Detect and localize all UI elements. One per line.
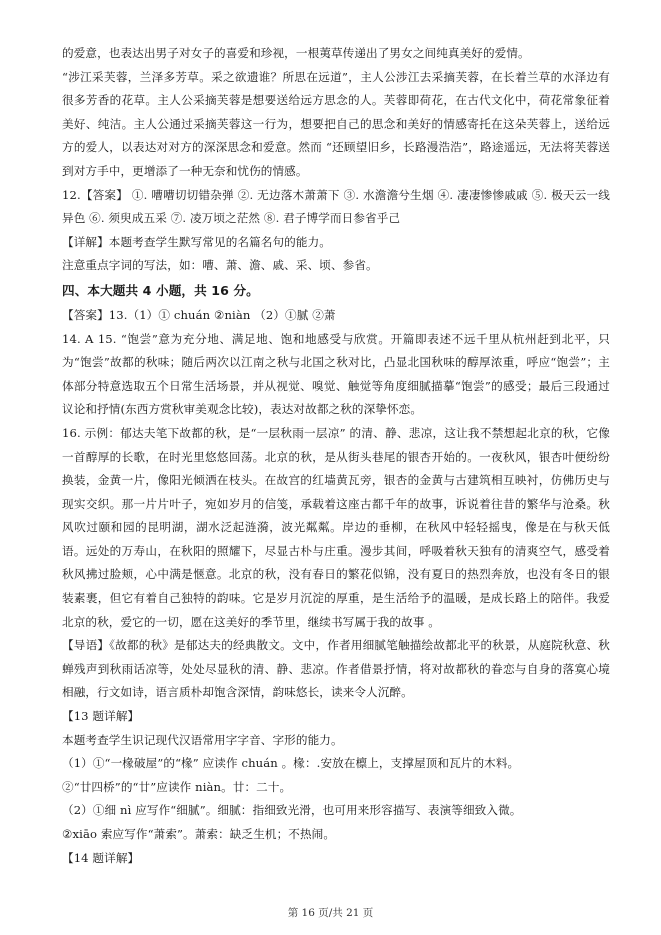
paragraph: 的爱意，也表达出男子对女子的喜爱和珍视，一根荑草传递出了男女之间纯真美好的爱情。 <box>62 46 530 60</box>
answer-paragraph: 【答案】13.（1）① chuán ②niàn （2）①腻 ②萧 <box>62 307 336 322</box>
document-body <box>62 42 610 870</box>
paragraph: 14. A 15. “饱尝”意为充分地、满足地、饱和地感受与欣赏。开篇即表述不远千里从杭州赶到北平，只为“饱尝”故都的秋味；随后两次以江南之秋与北国之秋对比，凸显北国秋味的醇厚浓重，呼应“饱尝”；主体部分特意选取五个日常生活场景，并从视觉、嗅觉、触觉等角度细腻描摹“饱尝”的感受；最后三段通过议论和抒情(东西方赏秋审美观念比较)，表达对故都之秋的深挚怀恋。 <box>62 331 610 417</box>
answer-paragraph: 12.【答案】 ①. 嘈嘈切切错杂弹 ②. 无边落木萧萧下 ③. 水澹澹兮生烟 ④. 凄凄惨惨戚戚 ⑤. 极天云一线异色 ⑥. 须臾成五采 ⑦. 凌万顷之茫然 ⑧. 君子博学而日参省乎己 <box>62 187 610 226</box>
paragraph: 注意重点字词的写法，如：嘈、萧、澹、戚、采、顷、参省。 <box>62 258 378 273</box>
paragraph: 【详解】本题考查学生默写常见的名篇名句的能力。 <box>62 234 331 249</box>
paragraph: （2）①细 nì 应写作“细腻”。细腻：指细致光滑，也可用来形容描写、表演等细致入微。 <box>62 803 522 818</box>
paragraph: 【14 题详解】 <box>62 850 140 865</box>
paragraph: “涉江采芙蓉，兰泽多芳草。采之欲遗谁？所思在远道”，主人公涉江去采摘芙蓉，在长着兰草的水泽边有很多芳香的花草。主人公采摘芙蓉是想要送给远方思念的人。芙蓉即荷花，在古代文化中，荷花常象征着美好、纯洁。主人公通过采摘芙蓉这一行为，想要把自己的思念和美好的情感寄托在这朵芙蓉上，送给远方的爱人，以表达对对方的深深思念和爱意。然而 “还顾望旧乡，长路漫浩浩”，路途遥远，无法将芙蓉送到对方手中，更增添了一种无奈和忧伤的情感。 <box>62 69 610 178</box>
page-number: 第 16 页/共 21 页 <box>287 907 374 919</box>
paragraph: 【导语】《故都的秋》是郁达夫的经典散文。文中，作者用细腻笔触描绘故都北平的秋景，从庭院秋意、秋蝉残声到秋雨话凉等，处处尽显秋的清、静、悲凉。作者借景抒情，将对故都秋的眷恋与自身的落寞心境相融，行文如诗，语言质朴却饱含深情，韵味悠长，读来令人沉醉。 <box>62 638 610 700</box>
paragraph: 本题考查学生识记现代汉语常用字字音、字形的能力。 <box>62 732 343 747</box>
paragraph: （1）①“一椽破屋”的“椽” 应读作 chuán 。椽：.安放在檩上，支撑屋顶和瓦片的木料。 <box>62 756 520 771</box>
paragraph: 16. 示例：郁达夫笔下故都的秋，是“一层秋雨一层凉” 的清、静、悲凉，这让我不禁想起北京的秋，它像一首醇厚的长歌，在时光里悠悠回荡。北京的秋，是从街头巷尾的银杏开始的。一夜秋风，银杏叶便纷纷换装，金黄一片，像阳光倾洒在枝头。在故宫的红墙黄瓦旁，银杏的金黄与古建筑相互映衬，仿佛历史与现实交织。那一片片叶子，宛如岁月的信笺，承载着这座古都千年的故事，诉说着往昔的繁华与沧桑。秋风吹过颐和园的昆明湖，湖水泛起涟漪，波光粼粼。岸边的垂柳，在秋风中轻轻摇曳，像是在与秋天低语。远处的万寿山，在秋阳的照耀下，尽显古朴与庄重。漫步其间，呼吸着秋天独有的清爽空气，感受着秋风拂过脸颊，心中满是惬意。北京的秋，没有春日的繁花似锦，没有夏日的热烈奔放，也没有冬日的银装素裹，但它有着自己独特的韵味。它是岁月沉淀的厚重，是生活给予的温暖，是成长路上的陪伴。我爱北京的秋，爱它的一切，愿在这美好的季节里，继续书写属于我的故事 。 <box>62 425 610 629</box>
paragraph: ②xiāo 索应写作“萧索”。萧索：缺乏生机；不热闹。 <box>62 827 336 841</box>
paragraph: ②“廿四桥”的“廿”应读作 niàn。廿：二十。 <box>62 779 292 794</box>
paragraph: 【13 题详解】 <box>62 709 140 724</box>
section-heading: 四、本大题共 4 小题，共 16 分。 <box>62 282 259 298</box>
